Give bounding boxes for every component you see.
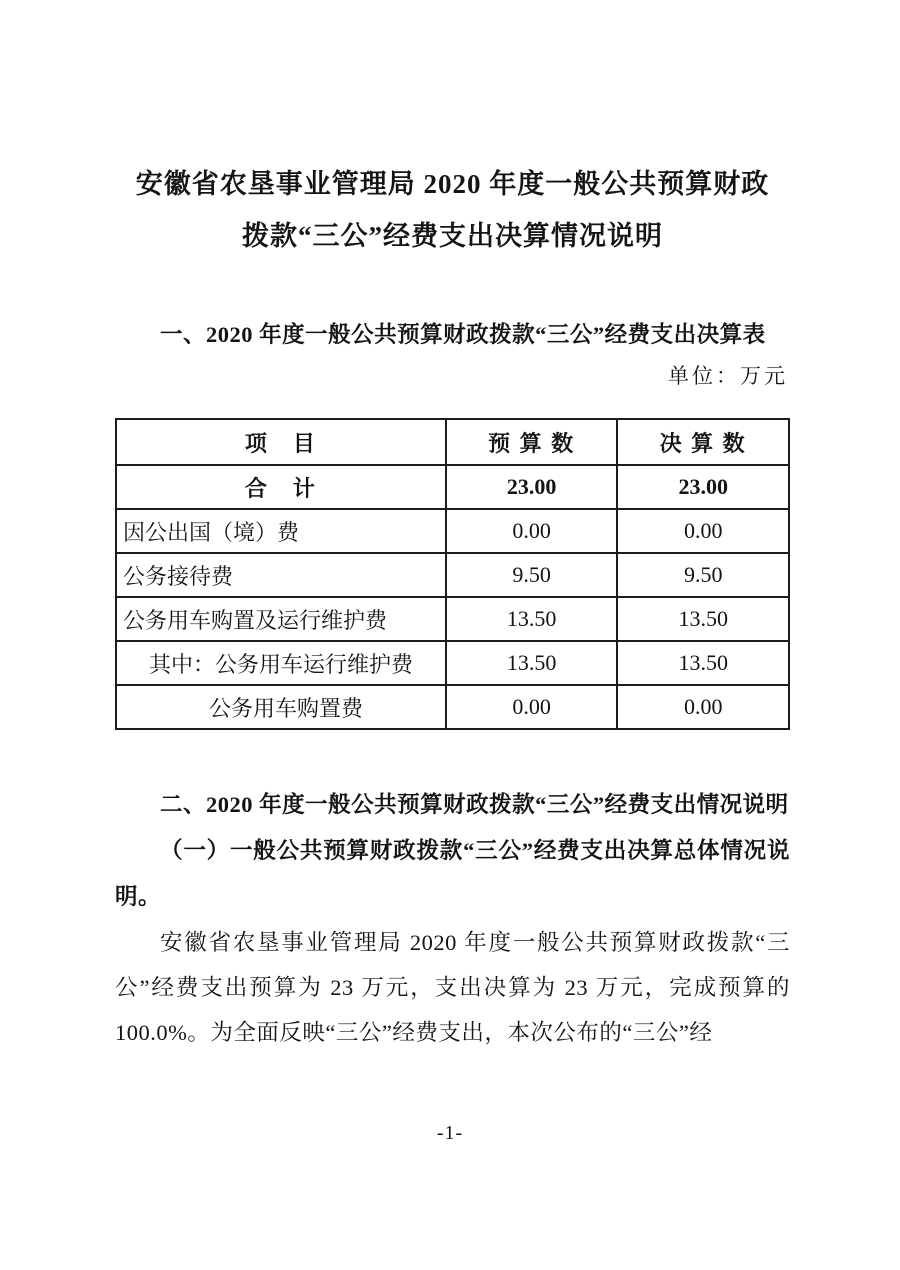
final-cell: 13.50: [617, 641, 789, 685]
final-cell: 13.50: [617, 597, 789, 641]
header-item: 项 目: [116, 419, 446, 465]
final-cell: 0.00: [617, 509, 789, 553]
item-cell: 其中：公务用车运行维护费: [116, 641, 446, 685]
table-row-abroad: [116, 509, 789, 553]
table-row-total: [116, 465, 789, 509]
budget-cell: 0.00: [446, 509, 618, 553]
header-budget: 预 算 数: [446, 419, 618, 465]
item-cell: 合 计: [116, 465, 446, 509]
document-title-line1: 安徽省农垦事业管理局 2020 年度一般公共预算财政: [135, 169, 770, 199]
final-cell: 0.00: [617, 685, 789, 729]
item-cell: 公务接待费: [116, 553, 446, 597]
budget-cell: 23.00: [446, 465, 618, 509]
unit-label: 单位：万元: [668, 364, 788, 388]
item-cell: 公务用车购置费: [116, 685, 446, 729]
budget-cell: 13.50: [446, 641, 618, 685]
header-final: 决 算 数: [617, 419, 789, 465]
document-title: [115, 158, 790, 262]
table-header-row: [116, 419, 789, 465]
section1-heading: 一、2020 年度一般公共预算财政拨款“三公”经费支出决算表: [160, 322, 766, 347]
budget-cell: 0.00: [446, 685, 618, 729]
section2-heading: 二、2020 年度一般公共预算财政拨款“三公”经费支出情况说明: [160, 792, 789, 817]
table-row-reception: [116, 553, 789, 597]
document-title-line2: 拨款“三公”经费支出决算情况说明: [242, 221, 663, 251]
page-number: -1-: [436, 1122, 464, 1144]
table-row-vehicle-purchase: [116, 685, 789, 729]
item-cell: 公务用车购置及运行维护费: [116, 597, 446, 641]
final-cell: 23.00: [617, 465, 789, 509]
expense-table: [115, 418, 790, 730]
budget-cell: 9.50: [446, 553, 618, 597]
subsection-heading: （一）一般公共预算财政拨款“三公”经费支出决算总体情况说明。: [115, 838, 790, 909]
body-paragraph: 安徽省农垦事业管理局 2020 年度一般公共预算财政拨款“三公”经费支出预算为 23 万元，支出决算为 23 万元，完成预算的 100.0%。为全面反映“三公”经费支出，本次公布的“三公”经: [115, 930, 790, 1045]
item-cell: 因公出国（境）费: [116, 509, 446, 553]
final-cell: 9.50: [617, 553, 789, 597]
table-row-vehicle-operation: [116, 641, 789, 685]
budget-cell: 13.50: [446, 597, 618, 641]
table-row-vehicle-total: [116, 597, 789, 641]
